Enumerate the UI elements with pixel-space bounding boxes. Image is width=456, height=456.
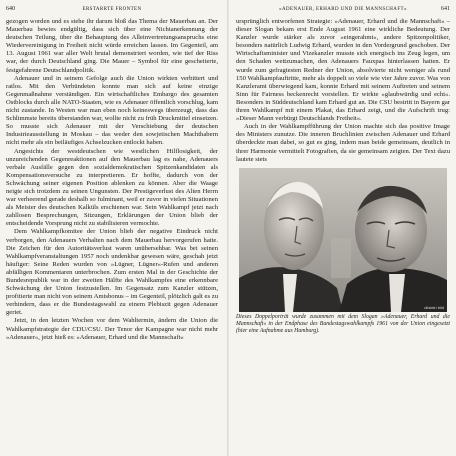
paragraph: Dem Wahlkampfkomitee der Union blieb der negative Eindruck nicht verborgen, den Adenauers Verhalten nach dem Mauerbau hervorgerufen hatte. Die Zeichen für den Autoritätsverlust waren unübersehbar. Was bei seinen Wahlkampfveranstaltungen 1957 noch undenkbar gewesen wäre, geschah jetzt häufiger: Seine Reden wurden von »Lügner, Lügner«-Rufen und anderen abfälligen Kommentaren unterbrochen. Zum ersten Mal in der Geschichte der Bundesrepublik war in der zweiten Hälfte des Wahlkampfes eine erkennbare Schwächung der Union festzustellen. Im Gegensatz zum Kanzler stützen, profitierte man nicht von seinem Amtsbonus – im Gegenteil, plötzlich galt es zu verhindern, dass er die Bundestagswahl zu einem Plebiszit gegen Adenauer geriet. [6, 228, 218, 317]
photo-caption: Dieses Doppelporträt wurde zusammen mit dem Slogan »Adenauer, Erhard und die Mannschaft« in der Endphase des Bundestagswahlkampfs 1961 von der Union eingesetzt (hier eine Aufnahme aus Hamburg). [236, 313, 450, 334]
running-header-right [236, 6, 450, 15]
paragraph: ursprünglich entworfenen Strategie: »Adenauer, Erhard und die Mannschaft« – dieser Slogan bekam erst Ende August 1961 eine wirkliche Bedeutung. Der Kanzler wurde stärker als zuvor »eingerahmt«, andere Spitzenpolitiker, besonders natürlich Ludwig Erhard, wurden in den Vordergrund geschoben. Der Wirtschaftsminister und Vizekanzler musste sich energisch ins Zeug legen, um den Schaden wettzumachen, den Adenauers Fauxpas hinterlassen hatten. Er wurde zum gefragtesten Redner der Union, absolvierte nicht weniger als rund 150 Wahlkampfauftritte, mehr als doppelt so viele wie vier Jahre zuvor. Was von Kanzleramt überwiegend kam, konnte Erhard mit seinem Auftreten und seinem Sinn für Fairness beckenrecht vorstellen. Er wirkte »glaubwürdig und echt«. Besonders in Süddeutschland kam Erhard gut an. Die CSU bestritt in Bayern gar ihren Wahlkampf mit einem Plakat, das Erhard zeigt, und die Aufschrift trug: »Dieser Mann verbürgt Deutschlands Freiheit«. [236, 18, 450, 123]
paragraph: Angesichts der westdeutschen wie westlichen Hilflosigkeit, der unzureichenden Gegenreaktionen auf den Mauerbau lag es nahe, Adenauers verbale Ausfälle gegen den sozialdemokratischen Spitzenkandidaten als Kompensationsversuche zu interpretieren. Er hoffte, dadurch von der Schwächung seiner eigenen Position ablenken zu können. Aber die Waage neigte sich trotzdem zu seinen Ungunsten. Der Prestigeverlust des Alten Herrn war verheerend gerade deshalb so fulminant, weil er zuvor in vielen Situationen als Meister des deutschen Kalküls erschienen war. Sein Wahlkampf jetzt nach zahllosen Besprechungen, Sitzungen, Erklärungen der Union blieb der entscheidende Vorsprung nicht zu stabilisieren vermochte. [6, 147, 218, 228]
body-text-right [236, 18, 450, 164]
body-text-left [6, 18, 218, 342]
page-number-right: 641 [441, 6, 450, 12]
paragraph: Adenauer und in seinem Gefolge auch die Union wirkten verbittert und ratlos. Mit den Verbündeten konnte man sich auf keine einzige Gegenmaßnahme verständigen. Ein wirtschaftliches Embargo des gesamten Ostblocks durch alle NATO-Staaten, wie es Adenauer öffentlich vorschlug, kam nicht zustande. In Westen war man eben noch keineswegs überzeugt, dass das Schlimmste bereits überstanden war, wollte nicht zu früh Druckmittel einsetzen. So musste sich Adenauer mit der Verschiebung der deutschen Industrieausstellung in Moskau – das weder den sowjetischen Machthabern nicht mehr als ein beiläufiges Achselzucken entlockt haben. [6, 74, 218, 147]
right-page [229, 0, 456, 456]
paragraph: Jetzt, in den letzten Wochen vor dem Wahltermin, ändern die Union die Wahlkampfstrategie der CDU/CSU. Der Tenor der Kampagne war nicht mehr »Adenauer«, jetzt hieß es: »Adenauer, Erhard und die Mannschaft« [6, 317, 218, 341]
photo-credit: ullstein bild [424, 304, 444, 310]
running-header-left [6, 6, 218, 15]
adenauer-erhard-photo [239, 168, 447, 312]
page-number-left: 640 [6, 6, 15, 12]
running-head-title-right: »ADENAUER, ERHARD UND DIE MANNSCHAFT« [279, 7, 407, 12]
double-portrait-image [239, 168, 447, 312]
left-page [0, 0, 227, 456]
paragraph: Auch in der Wahlkampfführung der Union machte sich das positive Image des Ministers zunutze. Die inneren Bruchlinien zwischen Adenauer und Erhard überdeckte man dabei, so gut es ging, indem man beide gemeinsam, deutlich in ihrer Harmonie vermittelt Fotografien, da sie gemeinsam zeigten. Der Text dazu lautete stets [236, 123, 450, 163]
paragraph: gezogen worden und es stehe ihr darum bloß das Thema der Mauerbau an. Der Mauerbau bewies endgültig, dass sich über eine Nichtanerkennung der deutschen Teilung, über die Behauptung des Alleinvertretungsanspruchs eine Wiedervereinigung in Freiheit nicht würde erreichen lassen. Im Gegenteil, am 13. August 1961 war aller Welt brutal demonstriert worden, wie tief der Riss war, der durch Deutschland ging. Die Mauer – Symbol für eine gescheiterte, festgefahrene Deutschlandpolitik. [6, 18, 218, 74]
running-head-title-left: ERSTARRTE FRONTEN [82, 7, 142, 12]
